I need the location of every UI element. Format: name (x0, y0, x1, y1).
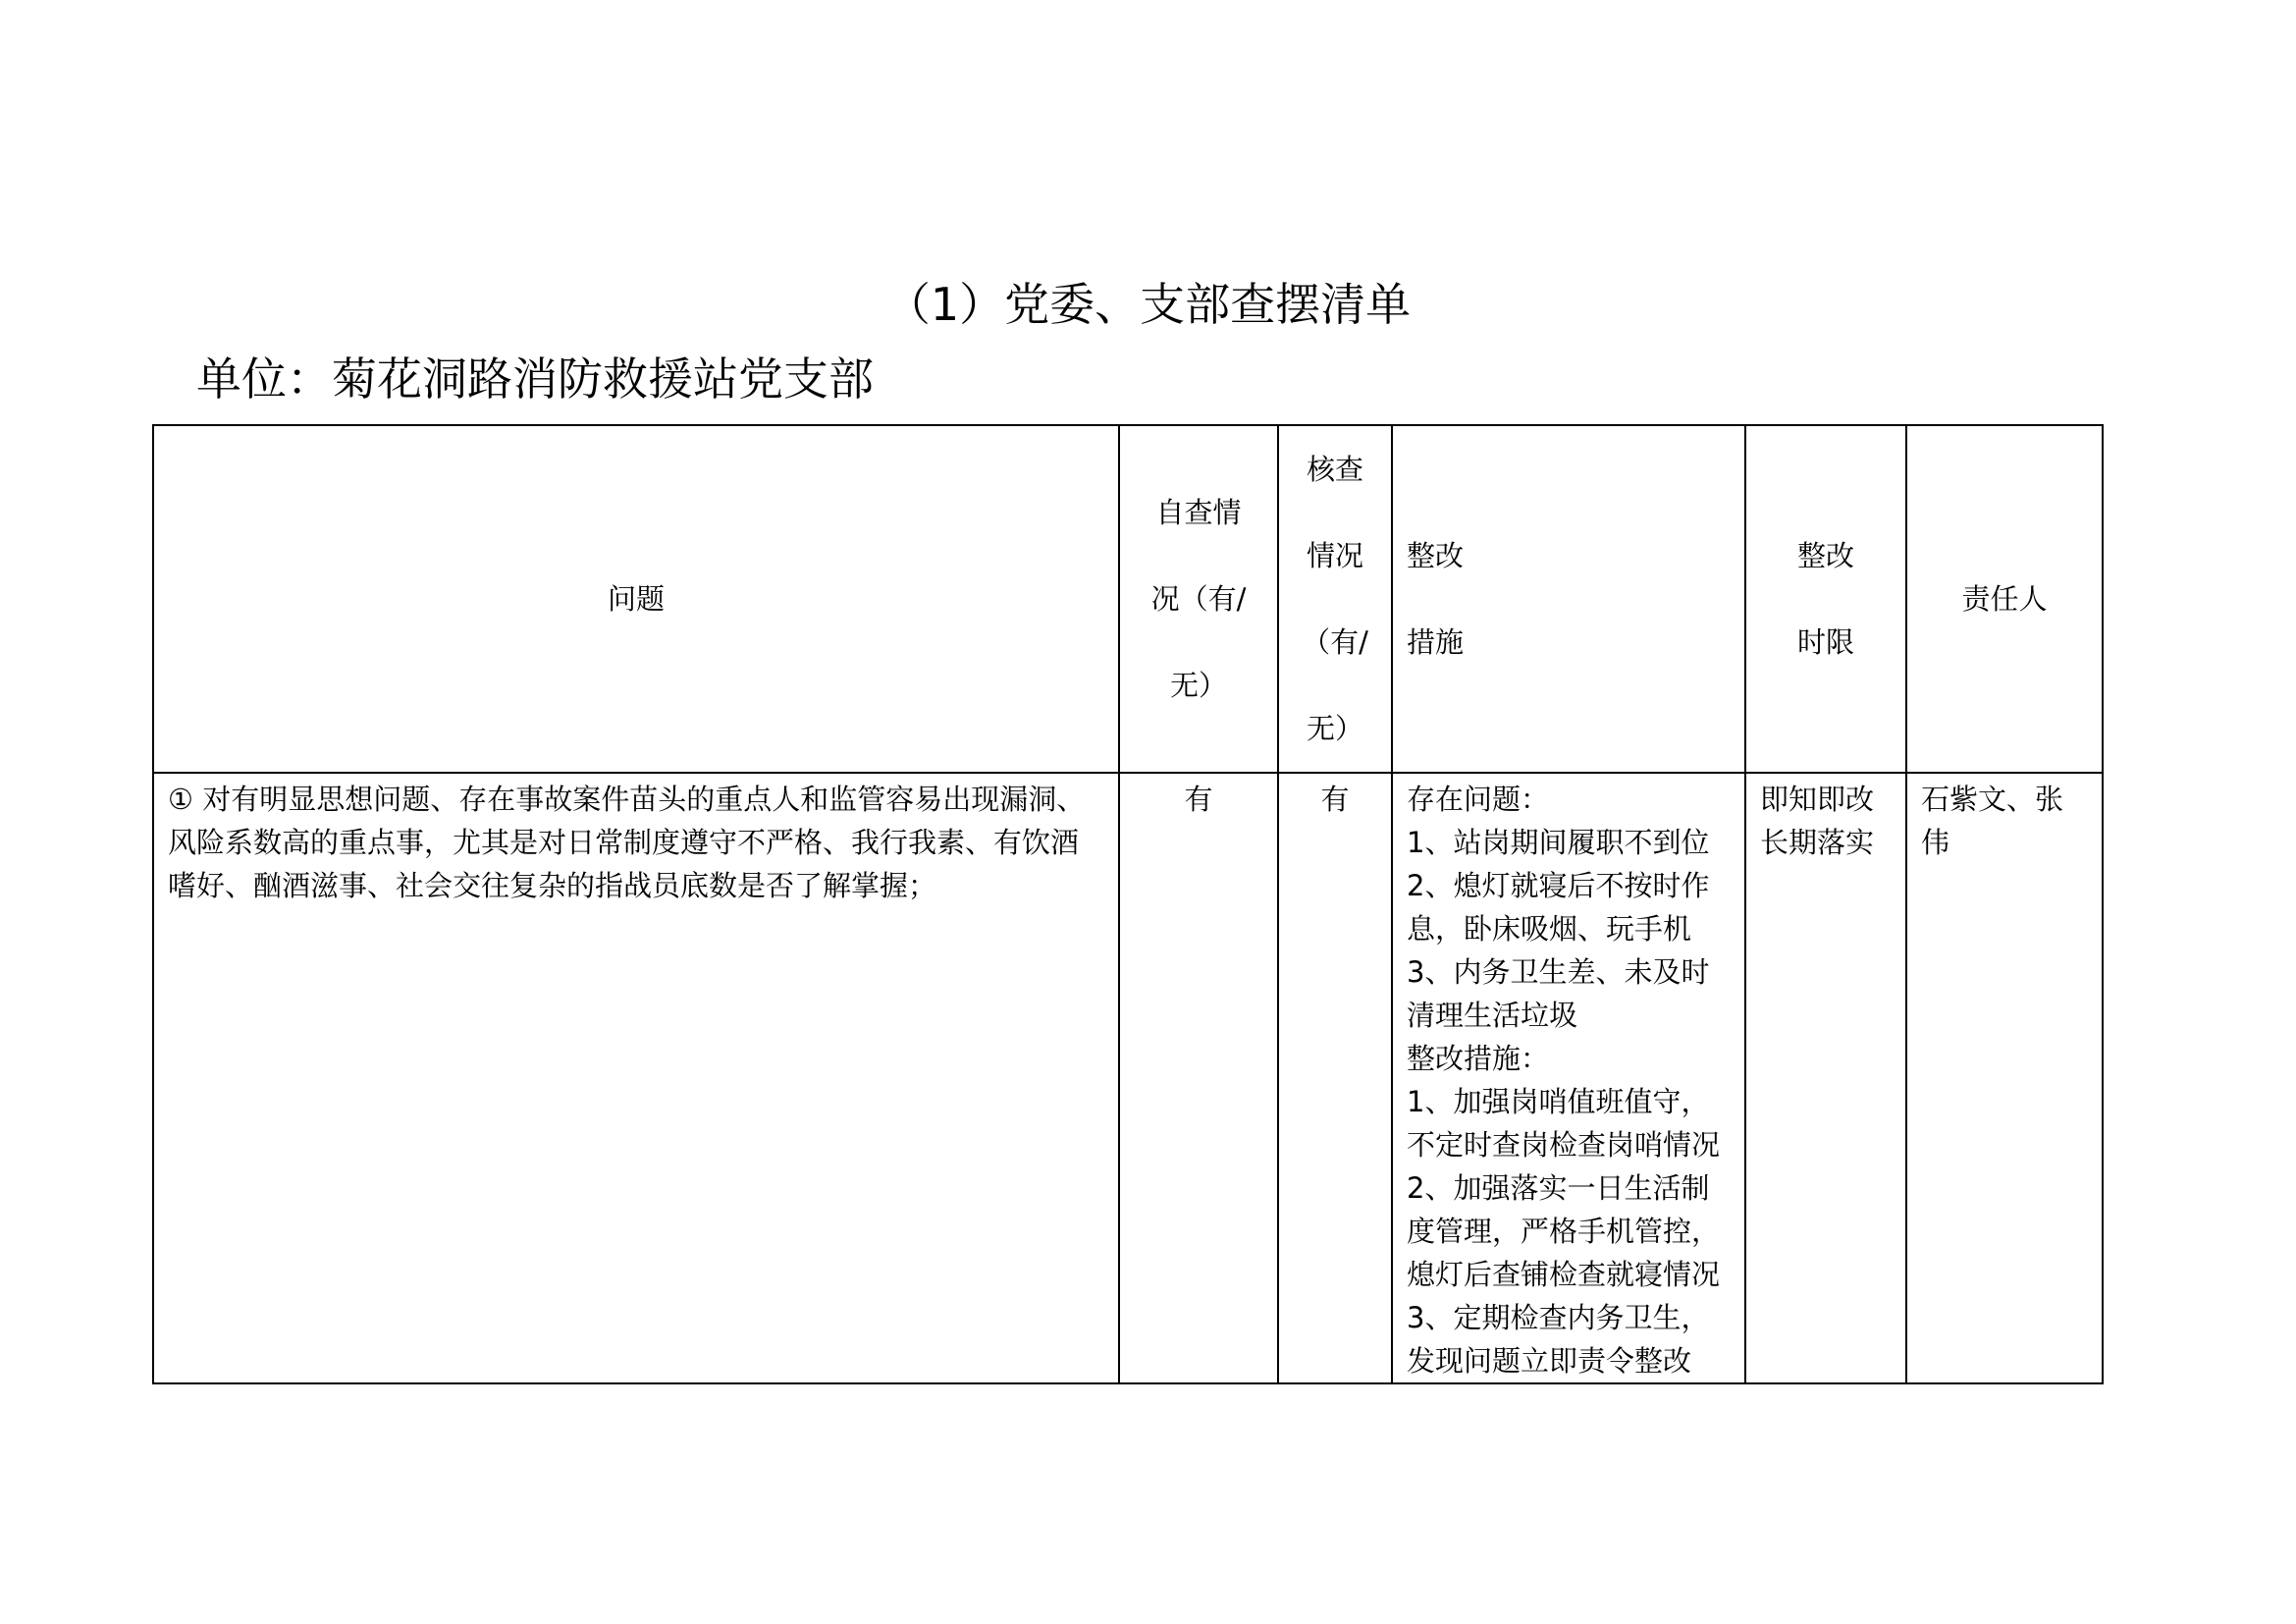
header-responsible (1906, 425, 2103, 773)
measures-line: 发现问题立即责令整改 (1407, 1344, 1692, 1378)
measures-line: 存在问题： (1407, 783, 1550, 816)
header-self-check-line2: 况（有/ (1150, 582, 1247, 616)
responsible-line: 石紫文、张 (1921, 783, 2064, 816)
header-verify-line1: 核查 (1306, 453, 1363, 486)
issue-line: 风险系数高的重点事，尤其是对日常制度遵守不严格、我行我素、有饮酒 (168, 826, 1080, 859)
measures-line: 清理生活垃圾 (1407, 999, 1578, 1032)
header-measures-line2: 措施 (1407, 625, 1465, 659)
measures-line: 整改措施： (1407, 1042, 1550, 1075)
deadline-line: 长期落实 (1760, 826, 1875, 859)
measures-line: 息，卧床吸烟、玩手机 (1407, 912, 1692, 946)
table-header-row (153, 425, 2103, 773)
measures-line: 2、加强落实一日生活制 (1407, 1171, 1710, 1205)
header-self-check (1119, 425, 1278, 773)
header-verify-line4: 无） (1306, 712, 1363, 745)
measures-line: 3、定期检查内务卫生， (1407, 1301, 1710, 1334)
header-issue-label: 问题 (607, 582, 665, 616)
header-responsible-label: 责任人 (1961, 582, 2048, 616)
header-self-check-line3: 无） (1169, 669, 1227, 702)
measures-line: 熄灯后查铺检查就寝情况 (1407, 1258, 1721, 1291)
header-verify-line2: 情况 (1306, 539, 1363, 572)
table-row (153, 773, 2103, 1383)
responsible-line: 伟 (1921, 826, 1950, 859)
checklist-table (152, 424, 2104, 1384)
header-deadline-line2: 时限 (1796, 625, 1854, 659)
self-check-value: 有 (1184, 783, 1213, 816)
document-title: （1）党委、支部查摆清单 (884, 278, 1412, 331)
measures-line: 2、熄灯就寝后不按时作 (1407, 869, 1710, 902)
deadline-cell (1745, 773, 1906, 1383)
unit-line: 单位：菊花洞路消防救援站党支部 (196, 352, 874, 406)
issue-line: ① 对有明显思想问题、存在事故案件苗头的重点人和监管容易出现漏洞、 (168, 783, 1086, 816)
measures-line: 3、内务卫生差、未及时 (1407, 955, 1710, 989)
measures-line: 度管理，严格手机管控， (1407, 1215, 1721, 1248)
deadline-line: 即知即改 (1760, 783, 1875, 816)
header-deadline-line1: 整改 (1796, 539, 1854, 572)
header-verify (1278, 425, 1392, 773)
measures-line: 不定时查岗检查岗哨情况 (1407, 1128, 1721, 1162)
verify-cell (1278, 773, 1392, 1383)
header-verify-line3: （有/ (1302, 625, 1368, 659)
header-deadline (1745, 425, 1906, 773)
responsible-cell (1906, 773, 2103, 1383)
header-measures (1392, 425, 1745, 773)
self-check-cell (1119, 773, 1278, 1383)
issue-cell (153, 773, 1119, 1383)
header-self-check-line1: 自查情 (1155, 496, 1242, 529)
measures-cell (1392, 773, 1745, 1383)
header-issue (153, 425, 1119, 773)
measures-line: 1、站岗期间履职不到位 (1407, 826, 1710, 859)
issue-line: 嗜好、酗酒滋事、社会交往复杂的指战员底数是否了解掌握； (168, 869, 937, 902)
header-measures-line1: 整改 (1407, 539, 1465, 572)
measures-line: 1、加强岗哨值班值守， (1407, 1085, 1710, 1118)
verify-value: 有 (1320, 783, 1350, 816)
